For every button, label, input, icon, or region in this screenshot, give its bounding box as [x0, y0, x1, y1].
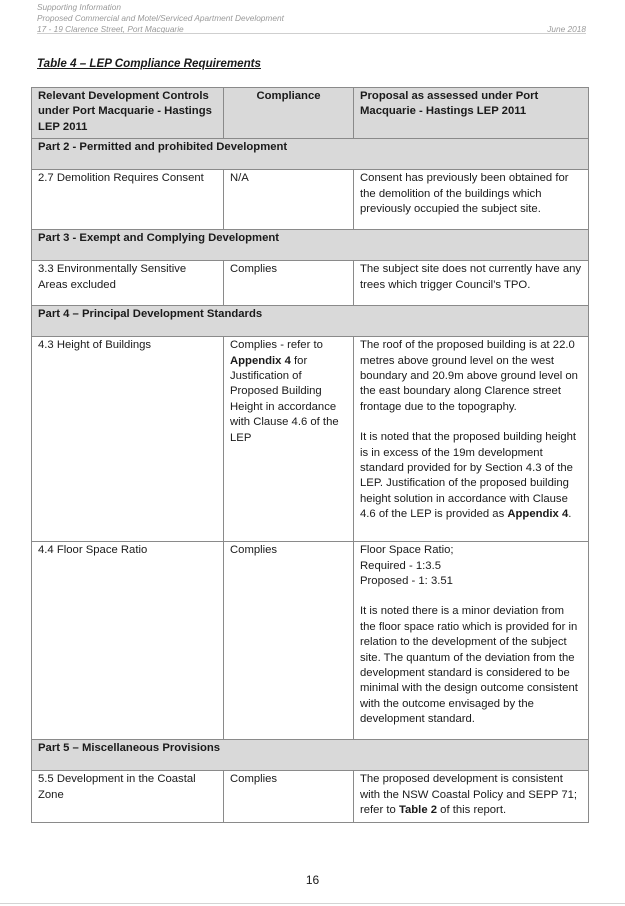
- paragraph-gap: [360, 415, 582, 430]
- proposal-paragraph: The roof of the proposed building is at 22.0 metres above ground level on the west boundary and 20.9m above ground level on the east boundary along Clarence street frontage due to the topography.: [360, 339, 578, 413]
- section-row-part-3: [32, 230, 589, 261]
- section-row-part-4: [32, 306, 589, 337]
- proposal-cell: [354, 771, 589, 823]
- fsr-proposed: Proposed - 1: 3.51: [360, 575, 453, 588]
- proposal-cell: [354, 337, 589, 542]
- control-cell: 2.7 Demolition Requires Consent: [32, 170, 224, 230]
- compliance-cell: Complies: [224, 542, 354, 740]
- table-row: [32, 771, 589, 823]
- section-title: Part 4 – Principal Development Standards: [32, 306, 589, 337]
- proposal-paragraph: [360, 430, 582, 522]
- header-line-3: 17 - 19 Clarence Street, Port Macquarie: [37, 24, 184, 34]
- proposal-cell: [354, 542, 589, 740]
- control-cell: 4.3 Height of Buildings: [32, 337, 224, 542]
- table-reference: Table 2: [398, 804, 438, 817]
- section-row-part-2: [32, 139, 589, 170]
- proposal-paragraph: It is noted there is a minor deviation from the floor space ratio which is provided for in relation to the development of the subject site. The quantum of the deviation from the development standard is considered to be minimal with the design outcome consistent with the outcome envisaged by the development standard.: [360, 605, 578, 726]
- running-header: [37, 2, 586, 35]
- control-cell: 3.3 Environmentally Sensitive Areas excluded: [32, 261, 224, 306]
- table-header-row: [32, 88, 589, 139]
- fsr-required: Required - 1:3.5: [360, 559, 442, 572]
- compliance-text: for Justification of Proposed Building Height in accordance with Clause 4.6 of the LEP: [230, 354, 339, 444]
- section-title: Part 3 - Exempt and Complying Development: [32, 230, 589, 261]
- appendix-reference: Appendix 4: [507, 508, 569, 521]
- compliance-cell: [224, 337, 354, 542]
- page-number: 16: [305, 873, 320, 887]
- header-date: June 2018: [547, 24, 586, 34]
- lep-compliance-table: [31, 87, 589, 823]
- appendix-reference: Appendix 4: [230, 354, 291, 367]
- proposal-text: of this report.: [437, 804, 507, 817]
- control-cell: 4.4 Floor Space Ratio: [32, 542, 224, 740]
- proposal-cell: Consent has previously been obtained for the demolition of the buildings which previously occupied the subject site.: [354, 170, 589, 230]
- paragraph-gap: [360, 589, 582, 604]
- fsr-label: Floor Space Ratio;: [360, 544, 454, 557]
- proposal-text: .: [568, 508, 572, 521]
- section-title: Part 5 – Miscellaneous Provisions: [32, 740, 589, 771]
- header-divider: [37, 33, 586, 34]
- column-header-proposal: Proposal as assessed under Port Macquarie - Hastings LEP 2011: [354, 88, 589, 139]
- proposal-text: The proposed development is consistent with the NSW Coastal Policy and SEPP 71; refer to: [360, 773, 578, 817]
- table-row: [32, 337, 589, 542]
- compliance-text: Complies - refer to: [230, 339, 323, 352]
- header-line-2: Proposed Commercial and Motel/Serviced Apartment Development: [37, 13, 284, 23]
- table-caption: Table 4 – LEP Compliance Requirements: [37, 57, 261, 70]
- column-header-controls: Relevant Development Controls under Port Macquarie - Hastings LEP 2011: [32, 88, 224, 139]
- compliance-cell: N/A: [224, 170, 354, 230]
- compliance-cell: Complies: [224, 261, 354, 306]
- proposal-cell: The subject site does not currently have any trees which trigger Council’s TPO.: [354, 261, 589, 306]
- column-header-compliance: Compliance: [224, 88, 354, 139]
- section-row-part-5: [32, 740, 589, 771]
- table-row: [32, 542, 589, 740]
- table-row: [32, 170, 589, 230]
- footer-divider: [0, 903, 625, 904]
- control-cell: 5.5 Development in the Coastal Zone: [32, 771, 224, 823]
- table-row: [32, 261, 589, 306]
- proposal-text: It is noted that the proposed building height is in excess of the 19m development standard provided for by Section 4.3 of the LEP. Justification of the proposed building height solution in accordance with Clause 4.6 of the LEP is provided as: [360, 431, 577, 521]
- compliance-cell: Complies: [224, 771, 354, 823]
- header-line-1: Supporting Information: [37, 2, 121, 12]
- section-title: Part 2 - Permitted and prohibited Development: [32, 139, 589, 170]
